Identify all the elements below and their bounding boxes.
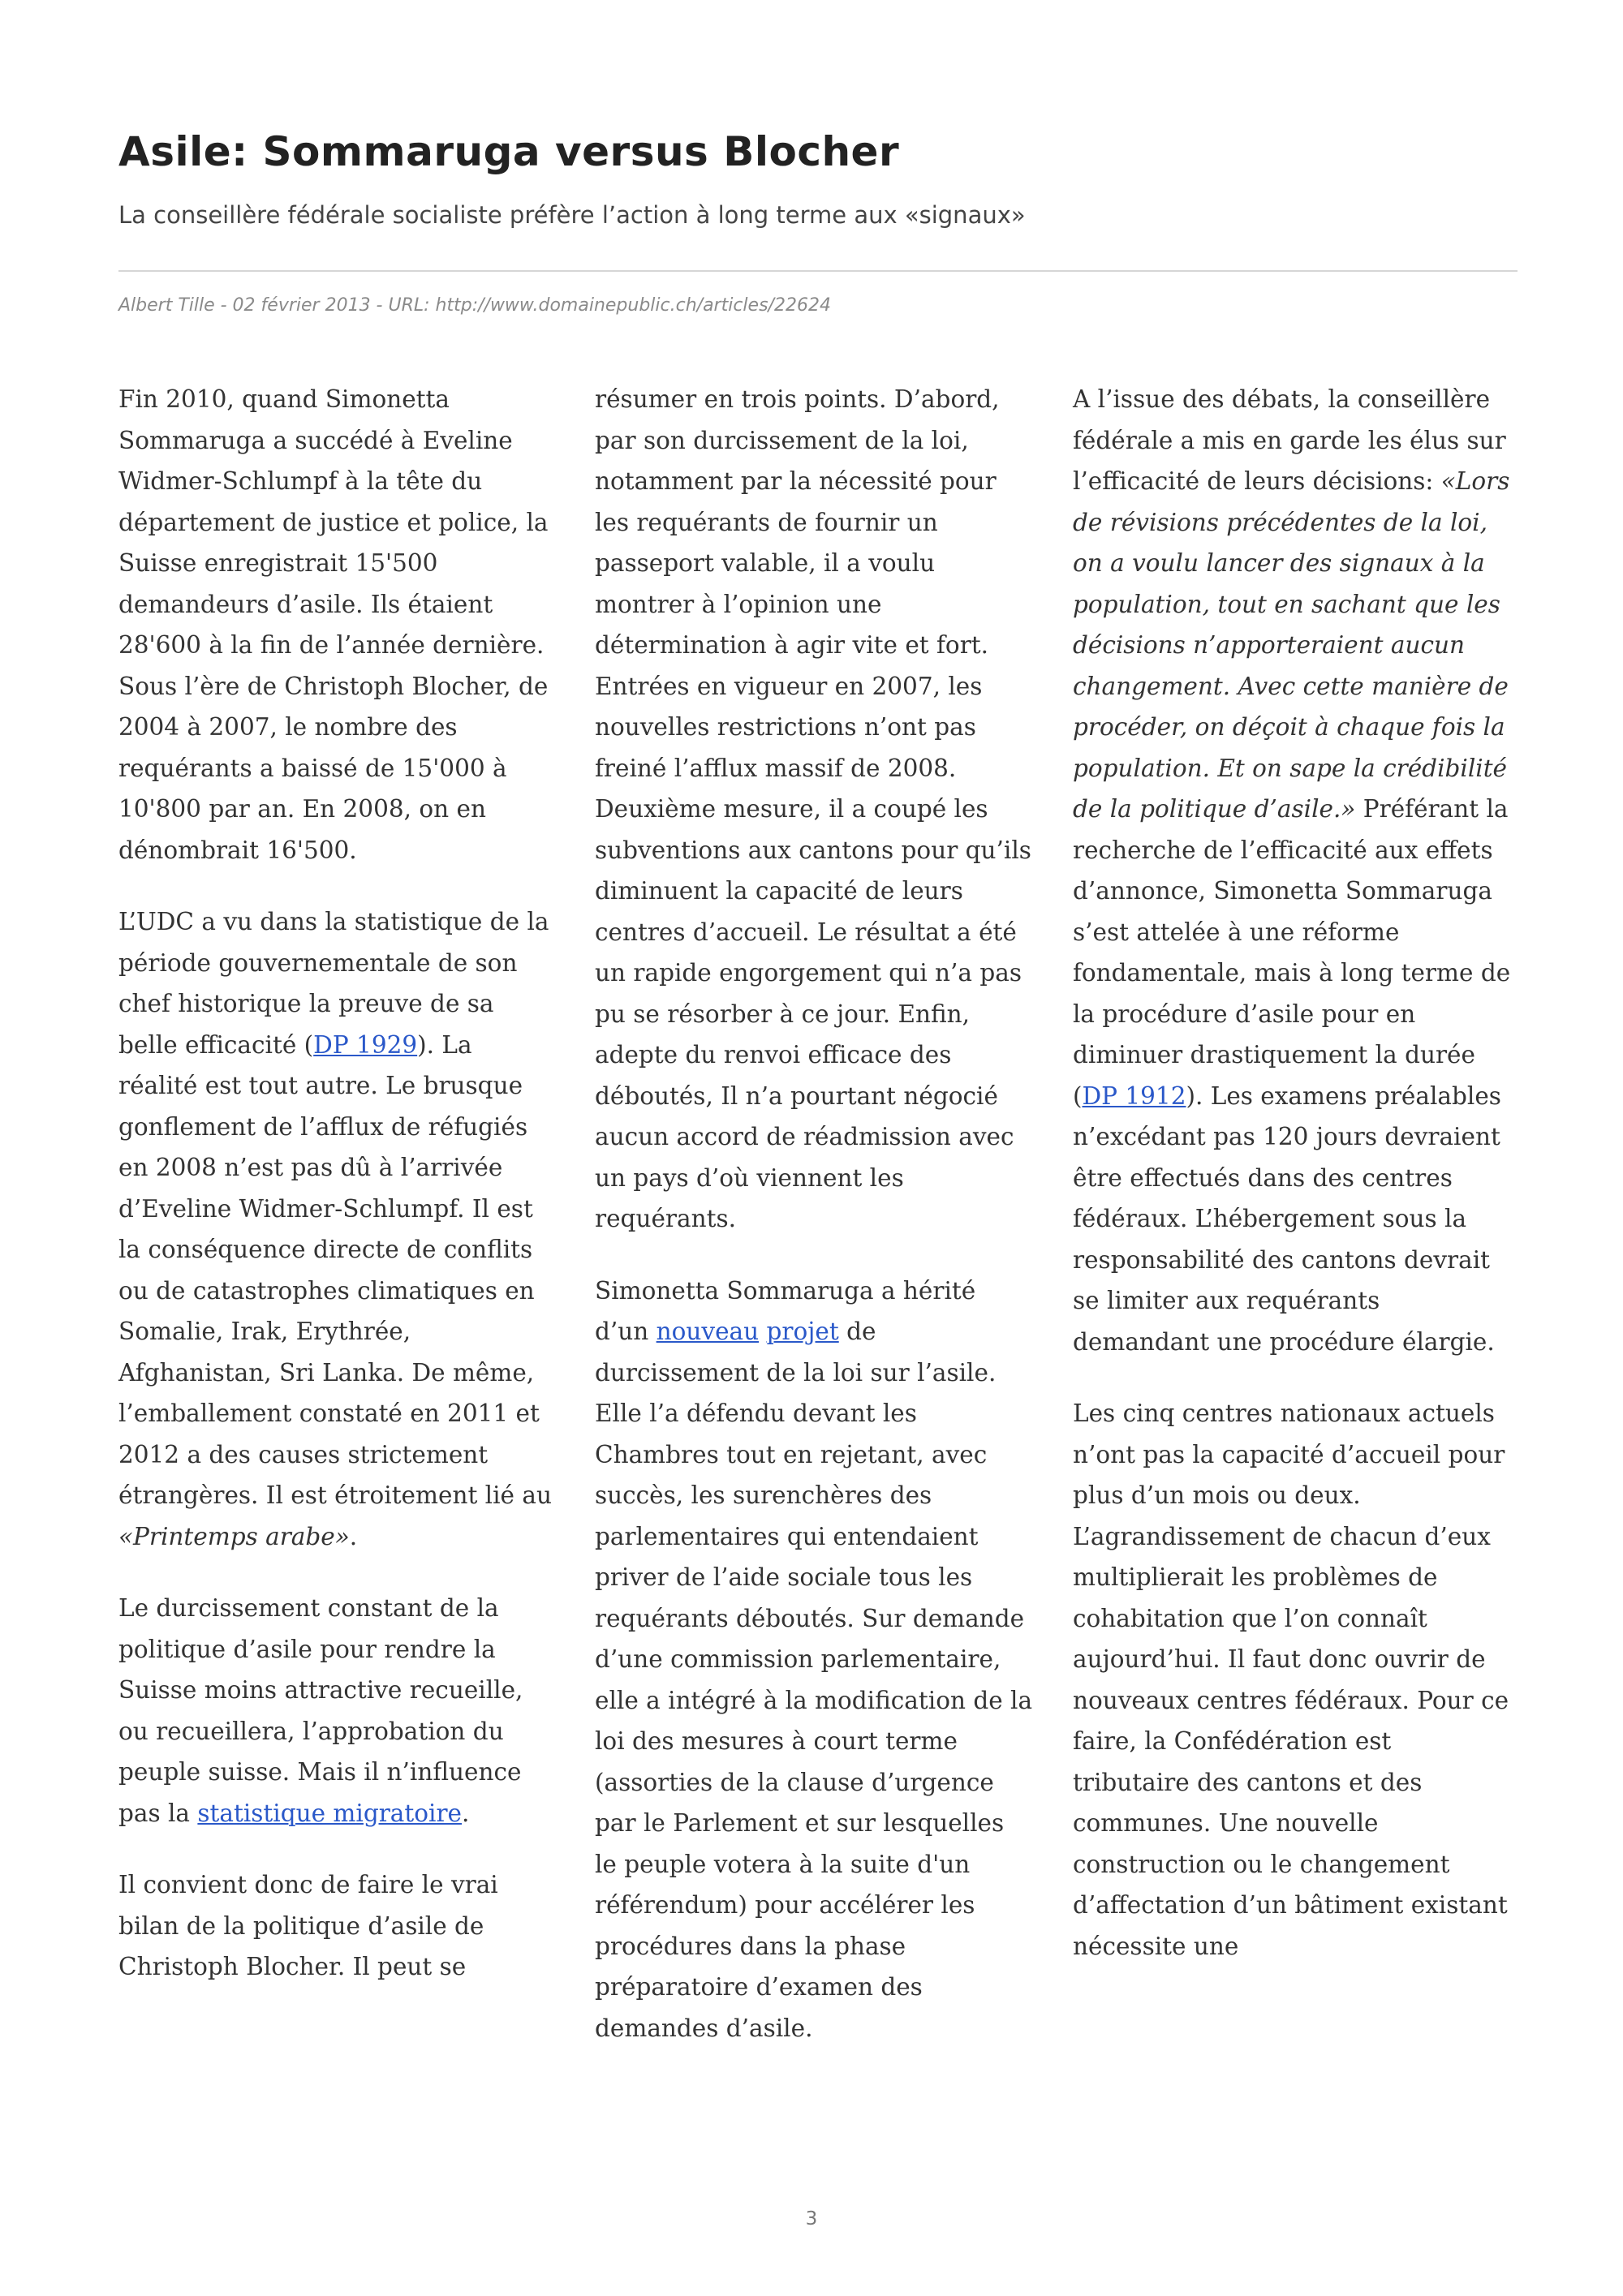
paragraph: Il convient donc de faire le vrai bilan de la politique d’asile de Christoph Blocher. Il peut se [118, 1871, 498, 1980]
link-projet[interactable]: projet [766, 1318, 839, 1345]
paragraph: Simonetta Sommaruga a hérité d’un nouveau projet de durcissement de la loi sur l’asile. Elle l’a défendu devant les Chambres tout en rejetant, avec succès, les surenchères des parlementaires qui entendaient priver de l’aide sociale tous les requérants déboutés. Sur demande d’une commission parlementaire, elle a intégré à la modification de la loi des mesures à court terme (assorties de la clause d’urgence par le Parlement et sur lesquelles le peuple votera à la suite d'un référendum) pour accélérer les procédures dans la phase préparatoire d’examen des demandes d’asile. [595, 1276, 1033, 2042]
paragraph: Le durcissement constant de la politique d’asile pour rendre la Suisse moins attractive recueille, ou recueillera, l’approbation du peuple suisse. Mais il n’influence pas la statistique migratoire. [118, 1594, 523, 1827]
link-statistique-migratoire[interactable]: statistique migratoire [197, 1799, 462, 1827]
column-2 [595, 379, 1033, 2079]
article-meta: Albert Tille - 02 février 2013 - URL: http://www.domainepublic.ch/articles/22624 [118, 295, 831, 316]
column-1 [118, 379, 557, 2019]
paragraph: Fin 2010, quand Simonetta Sommaruga a succédé à Eveline Widmer-Schlumpf à la tête du département de justice et police, la Suisse enregistrait 15'500 demandeurs d’asile. Ils étaient 28'600 à la fin de l’année dernière. Sous l’ère de Christoph Blocher, de 2004 à 2007, le nombre des requérants a baissé de 15'000 à 10'800 par an. En 2008, on en dénombrait 16'500. [118, 385, 549, 864]
article-title: Asile: Sommaruga versus Blocher [118, 128, 900, 175]
paragraph: résumer en trois points. D’abord, par son durcissement de la loi, notamment par la nécessité pour les requérants de fournir un passeport valable, il a voulu montrer à l’opinion une détermination à agir vite et fort. Entrées en vigueur en 2007, les nouvelles restrictions n’ont pas freiné l’afflux massif de 2008. Deuxième mesure, il a coupé les subventions aux cantons pour qu’ils diminuent la capacité de leurs centres d’accueil. Le résultat a été un rapide engorgement qui n’a pas pu se résorber à ce jour. Enfin, adepte du renvoi efficace des déboutés, Il n’a pourtant négocié aucun accord de réadmission avec un pays d’où viennent les requérants. [595, 385, 1031, 1232]
link-dp-1912[interactable]: DP 1912 [1082, 1081, 1186, 1110]
paragraph: A l’issue des débats, la conseillère fédérale a mis en garde les élus sur l’efficacité de leurs décisions: «Lors de révisions précédentes de la loi, on a voulu lancer des signaux à la population, tout en sachant que les décisions n’apporteraient aucun changement. Avec cette manière de procéder, on déçoit à chaque fois la population. Et on sape la crédibilité de la politique d’asile.» Préférant la recherche de l’efficacité aux effets d’annonce, Simonetta Sommaruga s’est attelée à une réforme fondamentale, mais à long terme de la procédure d’asile pour en diminuer drastiquement la durée (DP 1912). Les examens préalables n’excédant pas 120 jours devraient être effectués dans des centres fédéraux. L’hébergement sous la responsabilité des cantons devrait se limiter aux requérants demandant une procédure élargie. [1073, 385, 1511, 1356]
header-divider [118, 270, 1518, 272]
paragraph: Les cinq centres nationaux actuels n’ont pas la capacité d’accueil pour plus d’un mois ou deux. L’agrandissement de chacun d’eux multiplierait les problèmes de cohabitation que l’on connaît aujourd’hui. Il faut donc ouvrir de nouveaux centres fédéraux. Pour ce faire, la Confédération est tributaire des cantons et des communes. Une nouvelle construction ou le changement d’affectation d’un bâtiment existant nécessite une [1073, 1400, 1509, 1960]
page-number: 3 [805, 2208, 818, 2229]
article-subtitle: La conseillère fédérale socialiste préfère l’action à long terme aux «signaux» [118, 201, 1026, 229]
link-dp-1929[interactable]: DP 1929 [313, 1030, 418, 1059]
link-nouveau[interactable]: nouveau [656, 1318, 760, 1345]
column-3 [1073, 379, 1511, 1997]
paragraph: L’UDC a vu dans la statistique de la période gouvernementale de son chef historique la preuve de sa belle efficacité (DP 1929). La réalité est tout autre. Le brusque gonflement de l’afflux de réfugiés en 2008 n’est pas dû à l’arrivée d’Eveline Widmer-Schlumpf. Il est la conséquence directe de conflits ou de catastrophes climatiques en Somalie, Irak, Erythrée, Afghanistan, Sri Lanka. De même, l’emballement constaté en 2011 et 2012 a des causes strictement étrangères. Il est étroitement lié au «Printemps arabe». [118, 908, 552, 1550]
